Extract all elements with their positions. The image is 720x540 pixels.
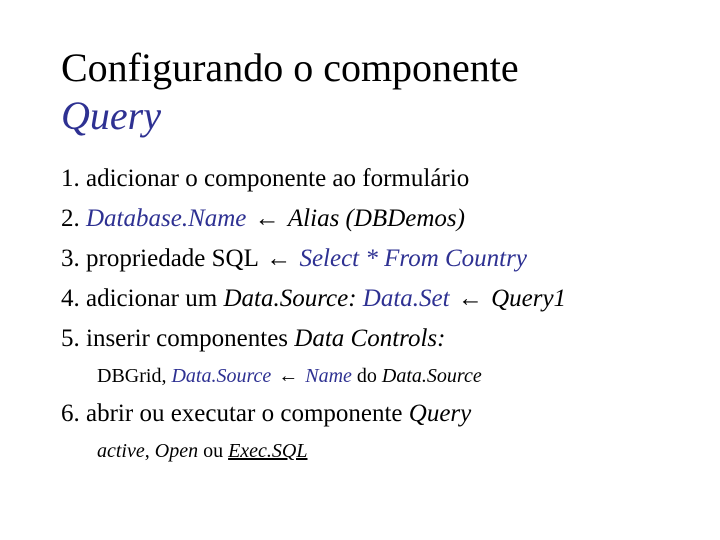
method-execsql: Exec.SQL — [228, 440, 308, 462]
method-open: Open — [154, 440, 199, 462]
step-5 — [61, 324, 445, 354]
assign-arrow-icon: ← — [457, 285, 483, 312]
step-4 — [61, 284, 566, 314]
step-1 — [61, 164, 469, 194]
step-2 — [61, 204, 465, 234]
step-text: abrir ou executar o componente — [86, 400, 403, 427]
component-name: Query — [408, 400, 472, 427]
detail-text: ou — [203, 440, 224, 462]
title-line-1: Configurando o componente — [61, 45, 519, 90]
step-6-detail — [97, 439, 308, 463]
step-number: 3. — [61, 245, 80, 272]
step-number: 1. — [61, 165, 80, 192]
component-name: Data Controls: — [294, 325, 446, 352]
detail-text: do — [356, 365, 377, 387]
title-line-2: Query — [61, 93, 161, 138]
step-number: 2. — [61, 205, 80, 232]
step-number: 6. — [61, 400, 80, 427]
property-name: Database.Name — [86, 205, 247, 232]
property-value: Select * From Country — [299, 245, 527, 272]
step-6 — [61, 399, 471, 429]
step-number: 5. — [61, 325, 80, 352]
separator: , — [144, 440, 150, 462]
step-text: inserir componentes — [86, 325, 289, 352]
step-3 — [61, 244, 527, 274]
step-text: adicionar o componente ao formulário — [86, 165, 470, 192]
property-name: propriedade SQL — [86, 245, 258, 272]
method-active: active — [97, 440, 145, 462]
step-5-detail — [97, 364, 482, 388]
detail-component: Data.Source — [381, 365, 482, 387]
property-value: Query1 — [491, 285, 567, 312]
detail-value: Name — [305, 365, 352, 387]
detail-property: Data.Source — [171, 365, 272, 387]
slide-title — [61, 44, 519, 140]
assign-arrow-icon: ← — [254, 205, 280, 232]
step-number: 4. — [61, 285, 80, 312]
assign-arrow-icon: ← — [278, 365, 299, 387]
detail-text: DBGrid, — [97, 365, 167, 387]
property-name: Data.Set — [362, 285, 450, 312]
step-text: adicionar um — [86, 285, 218, 312]
property-value: Alias (DBDemos) — [287, 205, 465, 232]
assign-arrow-icon: ← — [266, 245, 292, 272]
component-name: Data.Source: — [223, 285, 357, 312]
